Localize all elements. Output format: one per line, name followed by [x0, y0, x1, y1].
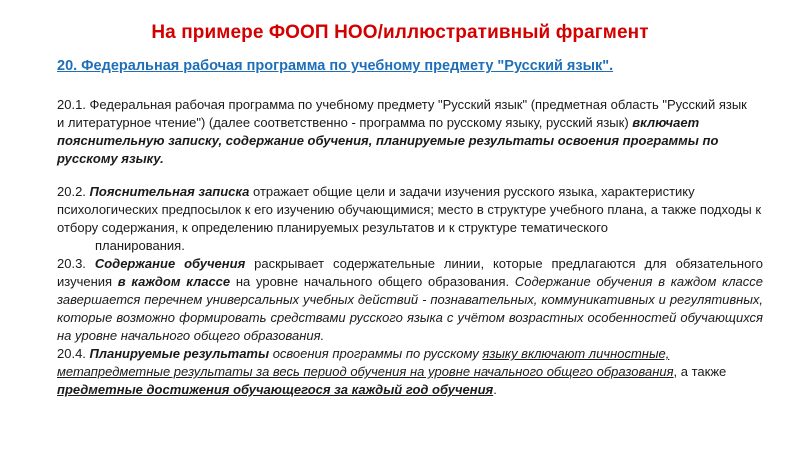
term-explanatory-note: Пояснительная записка [89, 184, 250, 199]
emphasis-each-grade: в каждом классе [117, 274, 231, 289]
paragraph-text-tail: планирования. [95, 238, 185, 253]
term-learning-content: Содержание обучения [94, 256, 246, 271]
paragraph-number: 20.2. [57, 184, 90, 199]
paragraph-text: отражает общие цели и задачи изучения русского языка, характеристику психологических предпосылок к его изучению обучающимися; место в структуре учебного плана, а также подходы к отбору содержания, к определению планируемых результатов и к структуре тематического [57, 184, 762, 235]
underlined-italic-text: метапредметные результаты за весь период обучения на уровне начального общего образования [57, 364, 674, 379]
underlined-text: языку включают личностные, [482, 346, 670, 361]
paragraph-number: 20.4. [57, 346, 90, 361]
paragraph-text: , а также [673, 364, 727, 379]
intro-emphasis: включает пояснительную записку, содержание обучения, планируемые результаты освоения программы по русскому языку. [57, 115, 719, 166]
term-planned-results: Планируемые результаты [89, 346, 270, 361]
subject-achievements: предметные достижения обучающегося за каждый год обучения [57, 382, 494, 397]
paragraph-text: на уровне начального общего образования. [230, 274, 515, 289]
paragraph-20-4 [57, 345, 763, 399]
paragraph-text: освоения программы по русскому [269, 346, 483, 361]
intro-paragraph [57, 96, 757, 168]
intro-text: 20.1. Федеральная рабочая программа по учебному предмету "Русский язык" (предметная область "Русский язык и литературное чтение") (далее соответственно - программа по русскому языку, русский язык) [57, 97, 747, 130]
paragraph-20-3 [57, 255, 763, 345]
slide-title: На примере ФООП НОО/иллюстративный фрагмент [151, 22, 649, 43]
paragraph-text: раскрывает содержательные линии, которые предлагаются для обязательного изучения [57, 256, 763, 289]
body-text [57, 183, 763, 399]
section-heading: 20. Федеральная рабочая программа по учебному предмету "Русский язык". [57, 58, 614, 74]
paragraph-end: . [493, 382, 497, 397]
paragraph-number: 20.3. [57, 256, 95, 271]
paragraph-20-2 [57, 183, 763, 255]
italic-text: Содержание обучения в каждом классе завершается перечнем универсальных учебных действий - познавательных, коммуникативных и регулятивных, которые возможно формировать средствами русского языка с учётом возрастных особенностей обучающихся на уровне начального общего образования. [57, 274, 763, 343]
